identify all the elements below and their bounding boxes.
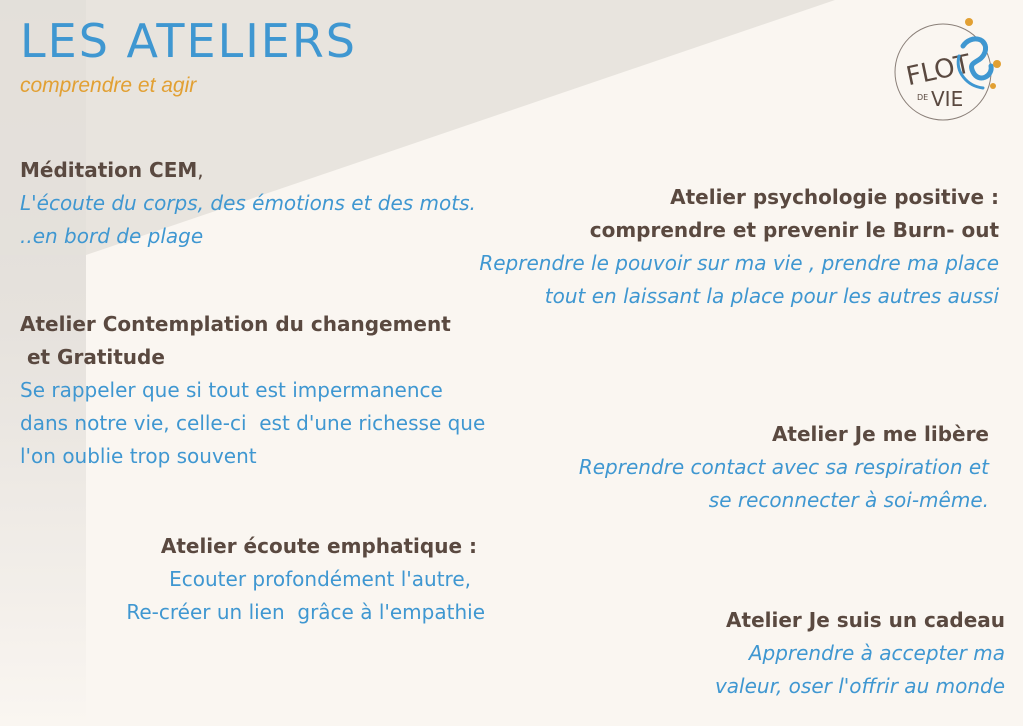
- atelier-ecoute-desc-1: Ecouter profondément l'autre,: [169, 567, 471, 591]
- atelier-psychologie-desc-1: Reprendre le pouvoir sur ma vie , prendre ma place: [479, 251, 999, 275]
- atelier-contemplation-desc-2: dans notre vie, celle-ci est d'une richesse que: [20, 411, 486, 435]
- atelier-contemplation-title-1: Atelier Contemplation du changement: [20, 312, 451, 336]
- atelier-meditation-desc-1: L'écoute du corps, des émotions et des mots.: [20, 191, 476, 215]
- atelier-ecoute-title: Atelier écoute emphatique :: [160, 534, 477, 558]
- logo-text-de: DE: [917, 93, 929, 102]
- atelier-psychologie: [479, 181, 999, 313]
- atelier-libere-title: Atelier Je me libère: [771, 422, 989, 446]
- atelier-libere-desc-1: Reprendre contact avec sa respiration et: [578, 455, 989, 479]
- logo-text-vie: VIE: [931, 87, 964, 111]
- atelier-meditation-desc-2: ..en bord de plage: [20, 224, 204, 248]
- logo-text-flot: FLOT: [903, 49, 974, 93]
- page-title: LES ATELIERS: [20, 14, 357, 68]
- atelier-contemplation: [20, 308, 485, 473]
- atelier-cadeau: [715, 604, 1005, 703]
- atelier-cadeau-desc-2: valeur, oser l'offrir au monde: [714, 674, 1005, 698]
- atelier-meditation: [20, 154, 476, 253]
- atelier-meditation-title-suffix: ,: [197, 158, 204, 182]
- atelier-libere: [579, 418, 989, 517]
- atelier-meditation-title: Méditation CEM: [20, 158, 198, 182]
- page-subtitle: comprendre et agir: [20, 74, 197, 97]
- atelier-ecoute-desc-2: Re-créer un lien grâce à l'empathie: [126, 600, 485, 624]
- flot-de-vie-logo: [893, 16, 1005, 128]
- atelier-libere-desc-2: se reconnecter à soi-même.: [708, 488, 989, 512]
- atelier-psychologie-title-1: Atelier psychologie positive :: [670, 185, 999, 209]
- atelier-ecoute: [126, 530, 485, 629]
- atelier-psychologie-desc-2: tout en laissant la place pour les autres aussi: [544, 284, 999, 308]
- atelier-contemplation-desc-1: Se rappeler que si tout est impermanence: [20, 378, 443, 402]
- atelier-contemplation-desc-3: l'on oublie trop souvent: [20, 444, 257, 468]
- atelier-psychologie-title-2: comprendre et prevenir le Burn- out: [589, 218, 999, 242]
- atelier-cadeau-title: Atelier Je suis un cadeau: [726, 608, 1005, 632]
- atelier-contemplation-title-2: et Gratitude: [20, 345, 165, 369]
- atelier-cadeau-desc-1: Apprendre à accepter ma: [748, 641, 1005, 665]
